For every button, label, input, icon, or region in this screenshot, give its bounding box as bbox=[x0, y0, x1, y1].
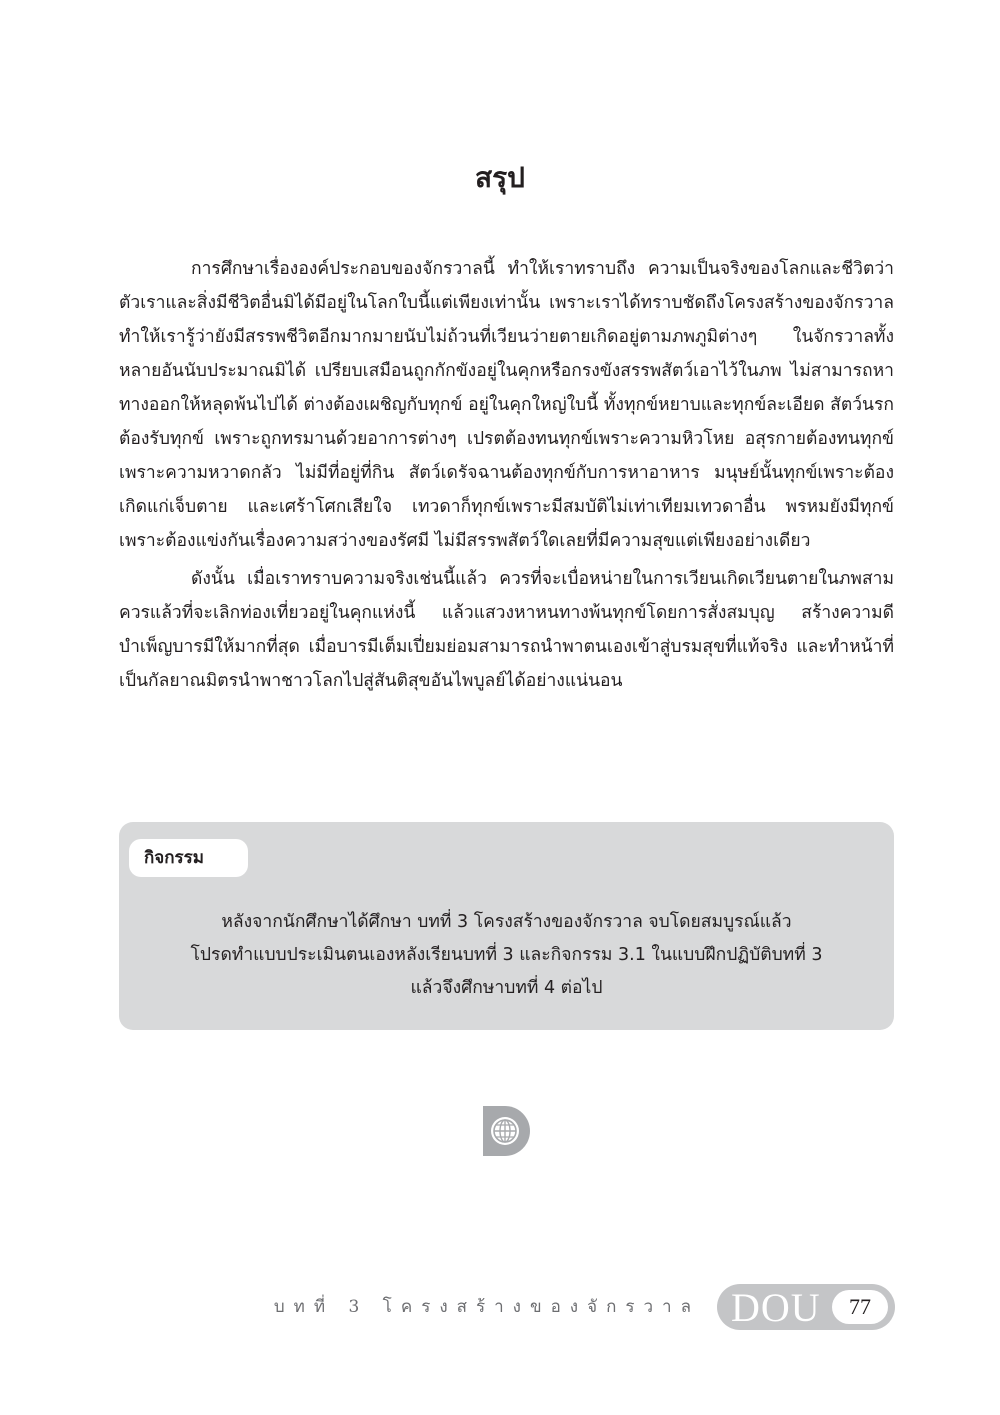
footer-badge bbox=[717, 1284, 895, 1330]
activity-line-1: หลังจากนักศึกษาได้ศึกษา บทที่ 3 โครงสร้างของจักรวาล จบโดยสมบูรณ์แล้ว bbox=[221, 912, 792, 932]
summary-body bbox=[119, 252, 894, 702]
footer-brand: DOU bbox=[731, 1285, 821, 1330]
summary-paragraph-1: การศึกษาเรื่ององค์ประกอบของจักรวาลนี้ ทำให้เราทราบถึง ความเป็นจริงของโลกและชีวิตว่าตัวเราและสิ่งมีชีวิตอื่นมิได้มีอยู่ในโลกใบนี้แต่เพียงเท่านั้น เพราะเราได้ทราบชัดถึงโครงสร้างของจักรวาลทำให้เรารู้ว่ายังมีสรรพชีวิตอีกมากมายนับไม่ถ้วนที่เวียนว่ายตายเกิดอยู่ตามภพภูมิต่างๆ ในจักรวาลทั้งหลายอันนับประมาณมิได้ เปรียบเสมือนถูกกักขังอยู่ในคุกหรือกรงขังสรรพสัตว์เอาไว้ในภพ ไม่สามารถหาทางออกให้หลุดพ้นไปได้ ต่างต้องเผชิญกับทุกข์ อยู่ในคุกใหญ่ใบนี้ ทั้งทุกข์หยาบและทุกข์ละเอียด สัตว์นรกต้องรับทุกข์ เพราะถูกทรมานด้วยอาการต่างๆ เปรตต้องทนทุกข์เพราะความหิวโหย อสุรกายต้องทนทุกข์เพราะความหวาดกลัว ไม่มีที่อยู่ที่กิน สัตว์เดรัจฉานต้องทุกข์กับการหาอาหาร มนุษย์นั้นทุกข์เพราะต้องเกิดแก่เจ็บตาย และเศร้าโศกเสียใจ เทวดาก็ทุกข์เพราะมีสมบัติไม่เท่าเทียมเทวดาอื่น พรหมยังมีทุกข์เพราะต้องแข่งกันเรื่องความสว่างของรัศมี ไม่มีสรรพสัตว์ใดเลยที่มีความสุขแต่เพียงอย่างเดียว bbox=[119, 259, 894, 551]
dou-d-globe-icon bbox=[483, 1106, 531, 1156]
page-number: 77 bbox=[832, 1290, 888, 1324]
activity-label: กิจกรรม bbox=[129, 839, 248, 877]
page-title: สรุป bbox=[475, 161, 525, 194]
footer-chapter-title: บทที่ 3 โครงสร้างของจักรวาล bbox=[273, 1297, 700, 1317]
activity-instructions bbox=[119, 906, 894, 1005]
activity-line-3: แล้วจึงศึกษาบทที่ 4 ต่อไป bbox=[410, 978, 603, 998]
activity-line-2: โปรดทำแบบประเมินตนเองหลังเรียนบทที่ 3 และกิจกรรม 3.1 ในแบบฝึกปฏิบัติบทที่ 3 bbox=[190, 945, 823, 965]
summary-paragraph-2: ดังนั้น เมื่อเราทราบความจริงเช่นนี้แล้ว ควรที่จะเบื่อหน่ายในการเวียนเกิดเวียนตายในภพสาม ควรแล้วที่จะเลิกท่องเที่ยวอยู่ในคุกแห่งนี้ แล้วแสวงหาหนทางพ้นทุกข์โดยการสั่งสมบุญ สร้างความดี บำเพ็ญบารมีให้มากที่สุด เมื่อบารมีเต็มเปี่ยมย่อมสามารถนำพาตนเองเข้าสู่บรมสุขที่แท้จริง และทำหน้าที่เป็นกัลยาณมิตรนำพาชาวโลกไปสู่สันติสุขอันไพบูลย์ได้อย่างแน่นอน bbox=[119, 569, 894, 691]
activity-box bbox=[119, 822, 894, 1030]
